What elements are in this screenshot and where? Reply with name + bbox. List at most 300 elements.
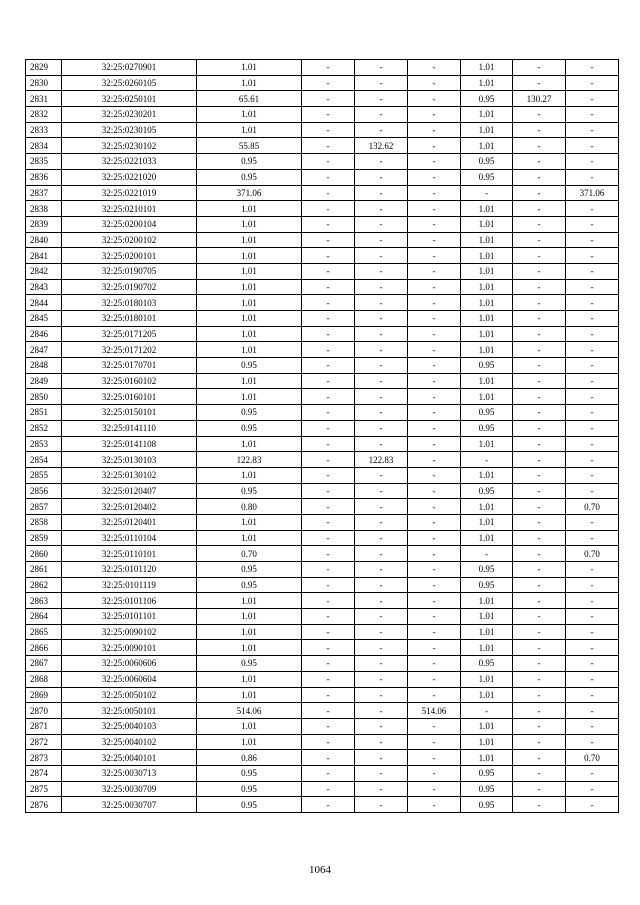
- row-number-cell: 2855: [26, 467, 62, 483]
- value-col-6-cell: -: [408, 593, 461, 609]
- value-col-5-cell: -: [355, 75, 408, 91]
- value-col-9-cell: -: [566, 483, 619, 499]
- cadastral-number-cell: 32:25:0260105: [62, 75, 197, 91]
- value-col-4-cell: -: [302, 185, 355, 201]
- value-col-9-cell: -: [566, 232, 619, 248]
- value-col-5-cell: -: [355, 405, 408, 421]
- value-col-9-cell: -: [566, 593, 619, 609]
- table-row: [26, 640, 619, 656]
- value-col-4-cell: -: [302, 671, 355, 687]
- total-value-cell: 1.01: [197, 734, 302, 750]
- row-number-cell: 2862: [26, 577, 62, 593]
- row-number-cell: 2872: [26, 734, 62, 750]
- value-col-6-cell: -: [408, 154, 461, 170]
- total-value-cell: 1.01: [197, 122, 302, 138]
- value-col-6-cell: -: [408, 263, 461, 279]
- cadastral-number-cell: 32:25:0150101: [62, 405, 197, 421]
- value-col-9-cell: -: [566, 609, 619, 625]
- value-col-6-cell: -: [408, 562, 461, 578]
- value-col-9-cell: -: [566, 75, 619, 91]
- value-col-5-cell: -: [355, 718, 408, 734]
- value-col-8-cell: -: [513, 201, 566, 217]
- value-col-7-cell: 1.01: [461, 295, 513, 311]
- row-number-cell: 2863: [26, 593, 62, 609]
- total-value-cell: 1.01: [197, 60, 302, 76]
- table-row: [26, 405, 619, 421]
- cadastral-number-cell: 32:25:0180101: [62, 311, 197, 327]
- cadastral-number-cell: 32:25:0120402: [62, 499, 197, 515]
- value-col-7-cell: 1.01: [461, 216, 513, 232]
- value-col-4-cell: -: [302, 499, 355, 515]
- cadastral-number-cell: 32:25:0101120: [62, 562, 197, 578]
- total-value-cell: 1.01: [197, 530, 302, 546]
- value-col-6-cell: -: [408, 577, 461, 593]
- value-col-6-cell: -: [408, 216, 461, 232]
- value-col-8-cell: -: [513, 263, 566, 279]
- value-col-6-cell: -: [408, 530, 461, 546]
- value-col-4-cell: -: [302, 562, 355, 578]
- value-col-4-cell: -: [302, 797, 355, 813]
- cadastral-number-cell: 32:25:0270901: [62, 60, 197, 76]
- value-col-9-cell: -: [566, 169, 619, 185]
- value-col-7-cell: 1.01: [461, 107, 513, 123]
- table-row: [26, 750, 619, 766]
- value-col-5-cell: -: [355, 436, 408, 452]
- value-col-6-cell: -: [408, 279, 461, 295]
- value-col-7-cell: 1.01: [461, 263, 513, 279]
- table-row: [26, 593, 619, 609]
- value-col-5-cell: -: [355, 593, 408, 609]
- value-col-8-cell: -: [513, 154, 566, 170]
- table-row: [26, 373, 619, 389]
- value-col-7-cell: 1.01: [461, 640, 513, 656]
- value-col-4-cell: -: [302, 624, 355, 640]
- row-number-cell: 2848: [26, 358, 62, 374]
- value-col-7-cell: 0.95: [461, 797, 513, 813]
- value-col-8-cell: -: [513, 467, 566, 483]
- value-col-6-cell: -: [408, 781, 461, 797]
- value-col-9-cell: -: [566, 467, 619, 483]
- value-col-5-cell: -: [355, 295, 408, 311]
- value-col-5-cell: -: [355, 577, 408, 593]
- total-value-cell: 122.83: [197, 452, 302, 468]
- value-col-7-cell: 1.01: [461, 342, 513, 358]
- table-row: [26, 185, 619, 201]
- value-col-8-cell: -: [513, 687, 566, 703]
- value-col-4-cell: -: [302, 452, 355, 468]
- value-col-4-cell: -: [302, 263, 355, 279]
- cadastral-number-cell: 32:25:0180103: [62, 295, 197, 311]
- cadastral-number-cell: 32:25:0200104: [62, 216, 197, 232]
- table-row: [26, 122, 619, 138]
- value-col-4-cell: -: [302, 326, 355, 342]
- cadastral-number-cell: 32:25:0210101: [62, 201, 197, 217]
- value-col-9-cell: -: [566, 624, 619, 640]
- table-row: [26, 216, 619, 232]
- value-col-8-cell: -: [513, 326, 566, 342]
- value-col-5-cell: 122.83: [355, 452, 408, 468]
- row-number-cell: 2868: [26, 671, 62, 687]
- table-row: [26, 248, 619, 264]
- value-col-5-cell: -: [355, 358, 408, 374]
- table-row: [26, 765, 619, 781]
- table-row: [26, 656, 619, 672]
- value-col-9-cell: -: [566, 765, 619, 781]
- value-col-7-cell: 1.01: [461, 609, 513, 625]
- table-row: [26, 358, 619, 374]
- value-col-4-cell: -: [302, 154, 355, 170]
- total-value-cell: 65.61: [197, 91, 302, 107]
- value-col-5-cell: -: [355, 263, 408, 279]
- value-col-7-cell: 1.01: [461, 389, 513, 405]
- table-row: [26, 687, 619, 703]
- value-col-8-cell: -: [513, 75, 566, 91]
- value-col-6-cell: -: [408, 91, 461, 107]
- table-row: [26, 514, 619, 530]
- value-col-9-cell: 0.70: [566, 499, 619, 515]
- cadastral-number-cell: 32:25:0110104: [62, 530, 197, 546]
- table-row: [26, 781, 619, 797]
- value-col-6-cell: -: [408, 420, 461, 436]
- table-row: [26, 546, 619, 562]
- value-col-6-cell: -: [408, 656, 461, 672]
- value-col-8-cell: -: [513, 562, 566, 578]
- row-number-cell: 2869: [26, 687, 62, 703]
- value-col-6-cell: -: [408, 75, 461, 91]
- value-col-5-cell: -: [355, 389, 408, 405]
- row-number-cell: 2867: [26, 656, 62, 672]
- value-col-5-cell: -: [355, 467, 408, 483]
- value-col-9-cell: -: [566, 311, 619, 327]
- row-number-cell: 2842: [26, 263, 62, 279]
- value-col-7-cell: -: [461, 185, 513, 201]
- total-value-cell: 0.95: [197, 797, 302, 813]
- value-col-8-cell: -: [513, 420, 566, 436]
- value-col-7-cell: 1.01: [461, 60, 513, 76]
- total-value-cell: 1.01: [197, 373, 302, 389]
- total-value-cell: 1.01: [197, 671, 302, 687]
- total-value-cell: 1.01: [197, 311, 302, 327]
- value-col-8-cell: -: [513, 248, 566, 264]
- value-col-8-cell: -: [513, 232, 566, 248]
- value-col-9-cell: -: [566, 91, 619, 107]
- value-col-9-cell: -: [566, 326, 619, 342]
- value-col-9-cell: -: [566, 60, 619, 76]
- value-col-6-cell: -: [408, 185, 461, 201]
- total-value-cell: 1.01: [197, 279, 302, 295]
- value-col-9-cell: -: [566, 201, 619, 217]
- value-col-8-cell: -: [513, 640, 566, 656]
- row-number-cell: 2871: [26, 718, 62, 734]
- value-col-7-cell: 0.95: [461, 656, 513, 672]
- row-number-cell: 2853: [26, 436, 62, 452]
- total-value-cell: 1.01: [197, 201, 302, 217]
- value-col-4-cell: -: [302, 530, 355, 546]
- value-col-8-cell: -: [513, 279, 566, 295]
- value-col-8-cell: -: [513, 609, 566, 625]
- row-number-cell: 2832: [26, 107, 62, 123]
- value-col-6-cell: -: [408, 405, 461, 421]
- cadastral-number-cell: 32:25:0090101: [62, 640, 197, 656]
- value-col-5-cell: -: [355, 656, 408, 672]
- value-col-9-cell: -: [566, 263, 619, 279]
- total-value-cell: 371.06: [197, 185, 302, 201]
- value-col-5-cell: -: [355, 248, 408, 264]
- value-col-5-cell: -: [355, 609, 408, 625]
- value-col-5-cell: -: [355, 420, 408, 436]
- value-col-4-cell: -: [302, 687, 355, 703]
- cadastral-number-cell: 32:25:0160101: [62, 389, 197, 405]
- value-col-4-cell: -: [302, 248, 355, 264]
- value-col-5-cell: -: [355, 546, 408, 562]
- value-col-7-cell: 1.01: [461, 122, 513, 138]
- value-col-6-cell: -: [408, 436, 461, 452]
- value-col-4-cell: -: [302, 656, 355, 672]
- row-number-cell: 2859: [26, 530, 62, 546]
- row-number-cell: 2870: [26, 703, 62, 719]
- value-col-9-cell: -: [566, 687, 619, 703]
- row-number-cell: 2845: [26, 311, 62, 327]
- value-col-8-cell: -: [513, 405, 566, 421]
- table-row: [26, 326, 619, 342]
- value-col-8-cell: -: [513, 295, 566, 311]
- value-col-7-cell: 0.95: [461, 765, 513, 781]
- value-col-5-cell: -: [355, 703, 408, 719]
- value-col-6-cell: -: [408, 107, 461, 123]
- value-col-7-cell: 1.01: [461, 373, 513, 389]
- value-col-4-cell: -: [302, 577, 355, 593]
- value-col-5-cell: -: [355, 373, 408, 389]
- value-col-7-cell: 1.01: [461, 279, 513, 295]
- value-col-4-cell: -: [302, 765, 355, 781]
- value-col-4-cell: -: [302, 405, 355, 421]
- cadastral-number-cell: 32:25:0250101: [62, 91, 197, 107]
- total-value-cell: 0.95: [197, 358, 302, 374]
- value-col-5-cell: -: [355, 60, 408, 76]
- value-col-8-cell: -: [513, 781, 566, 797]
- value-col-8-cell: -: [513, 718, 566, 734]
- value-col-8-cell: -: [513, 577, 566, 593]
- value-col-9-cell: -: [566, 781, 619, 797]
- value-col-4-cell: -: [302, 342, 355, 358]
- row-number-cell: 2876: [26, 797, 62, 813]
- total-value-cell: 0.95: [197, 656, 302, 672]
- total-value-cell: 0.95: [197, 781, 302, 797]
- value-col-5-cell: -: [355, 530, 408, 546]
- value-col-6-cell: -: [408, 514, 461, 530]
- table-row: [26, 671, 619, 687]
- value-col-8-cell: -: [513, 514, 566, 530]
- table-row: [26, 530, 619, 546]
- value-col-6-cell: -: [408, 546, 461, 562]
- value-col-8-cell: 130.27: [513, 91, 566, 107]
- value-col-7-cell: 1.01: [461, 734, 513, 750]
- total-value-cell: 514.06: [197, 703, 302, 719]
- value-col-5-cell: -: [355, 232, 408, 248]
- value-col-6-cell: -: [408, 797, 461, 813]
- row-number-cell: 2852: [26, 420, 62, 436]
- value-col-5-cell: -: [355, 122, 408, 138]
- value-col-7-cell: 1.01: [461, 671, 513, 687]
- row-number-cell: 2830: [26, 75, 62, 91]
- cadastral-number-cell: 32:25:0200102: [62, 232, 197, 248]
- value-col-5-cell: 132.62: [355, 138, 408, 154]
- cadastral-number-cell: 32:25:0110101: [62, 546, 197, 562]
- row-number-cell: 2838: [26, 201, 62, 217]
- value-col-8-cell: -: [513, 60, 566, 76]
- value-col-4-cell: -: [302, 358, 355, 374]
- total-value-cell: 0.95: [197, 169, 302, 185]
- value-col-5-cell: -: [355, 279, 408, 295]
- row-number-cell: 2841: [26, 248, 62, 264]
- value-col-7-cell: 0.95: [461, 781, 513, 797]
- cadastral-number-cell: 32:25:0230201: [62, 107, 197, 123]
- value-col-4-cell: -: [302, 91, 355, 107]
- total-value-cell: 1.01: [197, 216, 302, 232]
- value-col-9-cell: -: [566, 295, 619, 311]
- value-col-5-cell: -: [355, 169, 408, 185]
- value-col-6-cell: -: [408, 326, 461, 342]
- row-number-cell: 2874: [26, 765, 62, 781]
- cadastral-number-cell: 32:25:0130103: [62, 452, 197, 468]
- value-col-8-cell: -: [513, 546, 566, 562]
- value-col-8-cell: -: [513, 499, 566, 515]
- value-col-5-cell: -: [355, 797, 408, 813]
- table-row: [26, 295, 619, 311]
- value-col-9-cell: -: [566, 797, 619, 813]
- value-col-5-cell: -: [355, 514, 408, 530]
- value-col-5-cell: -: [355, 562, 408, 578]
- total-value-cell: 1.01: [197, 609, 302, 625]
- value-col-8-cell: -: [513, 593, 566, 609]
- total-value-cell: 0.95: [197, 420, 302, 436]
- table-row: [26, 483, 619, 499]
- total-value-cell: 55.85: [197, 138, 302, 154]
- total-value-cell: 1.01: [197, 640, 302, 656]
- value-col-4-cell: -: [302, 279, 355, 295]
- value-col-7-cell: 0.95: [461, 91, 513, 107]
- value-col-8-cell: -: [513, 734, 566, 750]
- table-row: [26, 452, 619, 468]
- value-col-7-cell: 1.01: [461, 593, 513, 609]
- value-col-4-cell: -: [302, 60, 355, 76]
- table-row: [26, 703, 619, 719]
- value-col-9-cell: -: [566, 452, 619, 468]
- value-col-7-cell: 1.01: [461, 326, 513, 342]
- value-col-5-cell: -: [355, 765, 408, 781]
- row-number-cell: 2834: [26, 138, 62, 154]
- value-col-6-cell: -: [408, 311, 461, 327]
- cadastral-number-cell: 32:25:0030707: [62, 797, 197, 813]
- cadastral-number-cell: 32:25:0040101: [62, 750, 197, 766]
- value-col-4-cell: -: [302, 593, 355, 609]
- cadastral-number-cell: 32:25:0060606: [62, 656, 197, 672]
- cadastral-number-cell: 32:25:0141110: [62, 420, 197, 436]
- value-col-7-cell: 0.95: [461, 577, 513, 593]
- row-number-cell: 2840: [26, 232, 62, 248]
- cadastral-number-cell: 32:25:0190705: [62, 263, 197, 279]
- value-col-7-cell: 0.95: [461, 562, 513, 578]
- row-number-cell: 2847: [26, 342, 62, 358]
- row-number-cell: 2851: [26, 405, 62, 421]
- value-col-8-cell: -: [513, 185, 566, 201]
- cadastral-number-cell: 32:25:0040103: [62, 718, 197, 734]
- total-value-cell: 0.95: [197, 562, 302, 578]
- value-col-4-cell: -: [302, 420, 355, 436]
- value-col-7-cell: 0.95: [461, 420, 513, 436]
- cadastral-number-cell: 32:25:0170701: [62, 358, 197, 374]
- table-row: [26, 311, 619, 327]
- value-col-9-cell: -: [566, 216, 619, 232]
- value-col-6-cell: -: [408, 734, 461, 750]
- cadastral-number-cell: 32:25:0120407: [62, 483, 197, 499]
- value-col-7-cell: 0.95: [461, 405, 513, 421]
- cadastral-number-cell: 32:25:0120401: [62, 514, 197, 530]
- value-col-6-cell: -: [408, 122, 461, 138]
- value-col-9-cell: -: [566, 342, 619, 358]
- value-col-7-cell: -: [461, 703, 513, 719]
- value-col-9-cell: -: [566, 248, 619, 264]
- value-col-6-cell: -: [408, 483, 461, 499]
- value-col-8-cell: -: [513, 452, 566, 468]
- row-number-cell: 2833: [26, 122, 62, 138]
- value-col-7-cell: 1.01: [461, 718, 513, 734]
- value-col-4-cell: -: [302, 750, 355, 766]
- value-col-6-cell: -: [408, 232, 461, 248]
- total-value-cell: 1.01: [197, 295, 302, 311]
- table-row: [26, 420, 619, 436]
- cadastral-number-cell: 32:25:0221033: [62, 154, 197, 170]
- value-col-8-cell: -: [513, 703, 566, 719]
- value-col-5-cell: -: [355, 687, 408, 703]
- value-col-9-cell: -: [566, 279, 619, 295]
- value-col-5-cell: -: [355, 342, 408, 358]
- value-col-4-cell: -: [302, 718, 355, 734]
- value-col-8-cell: -: [513, 624, 566, 640]
- value-col-5-cell: -: [355, 311, 408, 327]
- cadastral-number-cell: 32:25:0040102: [62, 734, 197, 750]
- value-col-6-cell: -: [408, 358, 461, 374]
- row-number-cell: 2856: [26, 483, 62, 499]
- value-col-4-cell: -: [302, 609, 355, 625]
- table-row: [26, 562, 619, 578]
- value-col-7-cell: 1.01: [461, 436, 513, 452]
- value-col-8-cell: -: [513, 389, 566, 405]
- value-col-5-cell: -: [355, 624, 408, 640]
- table-row: [26, 467, 619, 483]
- total-value-cell: 1.01: [197, 248, 302, 264]
- value-col-6-cell: -: [408, 467, 461, 483]
- value-col-6-cell: -: [408, 248, 461, 264]
- table-row: [26, 342, 619, 358]
- total-value-cell: 1.01: [197, 232, 302, 248]
- value-col-9-cell: -: [566, 640, 619, 656]
- cadastral-number-cell: 32:25:0141108: [62, 436, 197, 452]
- value-col-7-cell: 1.01: [461, 530, 513, 546]
- cadastral-number-cell: 32:25:0200101: [62, 248, 197, 264]
- row-number-cell: 2854: [26, 452, 62, 468]
- value-col-5-cell: -: [355, 216, 408, 232]
- value-col-6-cell: -: [408, 138, 461, 154]
- total-value-cell: 1.01: [197, 624, 302, 640]
- total-value-cell: 1.01: [197, 389, 302, 405]
- total-value-cell: 0.95: [197, 765, 302, 781]
- table-row: [26, 436, 619, 452]
- table-row: [26, 734, 619, 750]
- value-col-7-cell: 1.01: [461, 138, 513, 154]
- value-col-4-cell: -: [302, 514, 355, 530]
- value-col-4-cell: -: [302, 107, 355, 123]
